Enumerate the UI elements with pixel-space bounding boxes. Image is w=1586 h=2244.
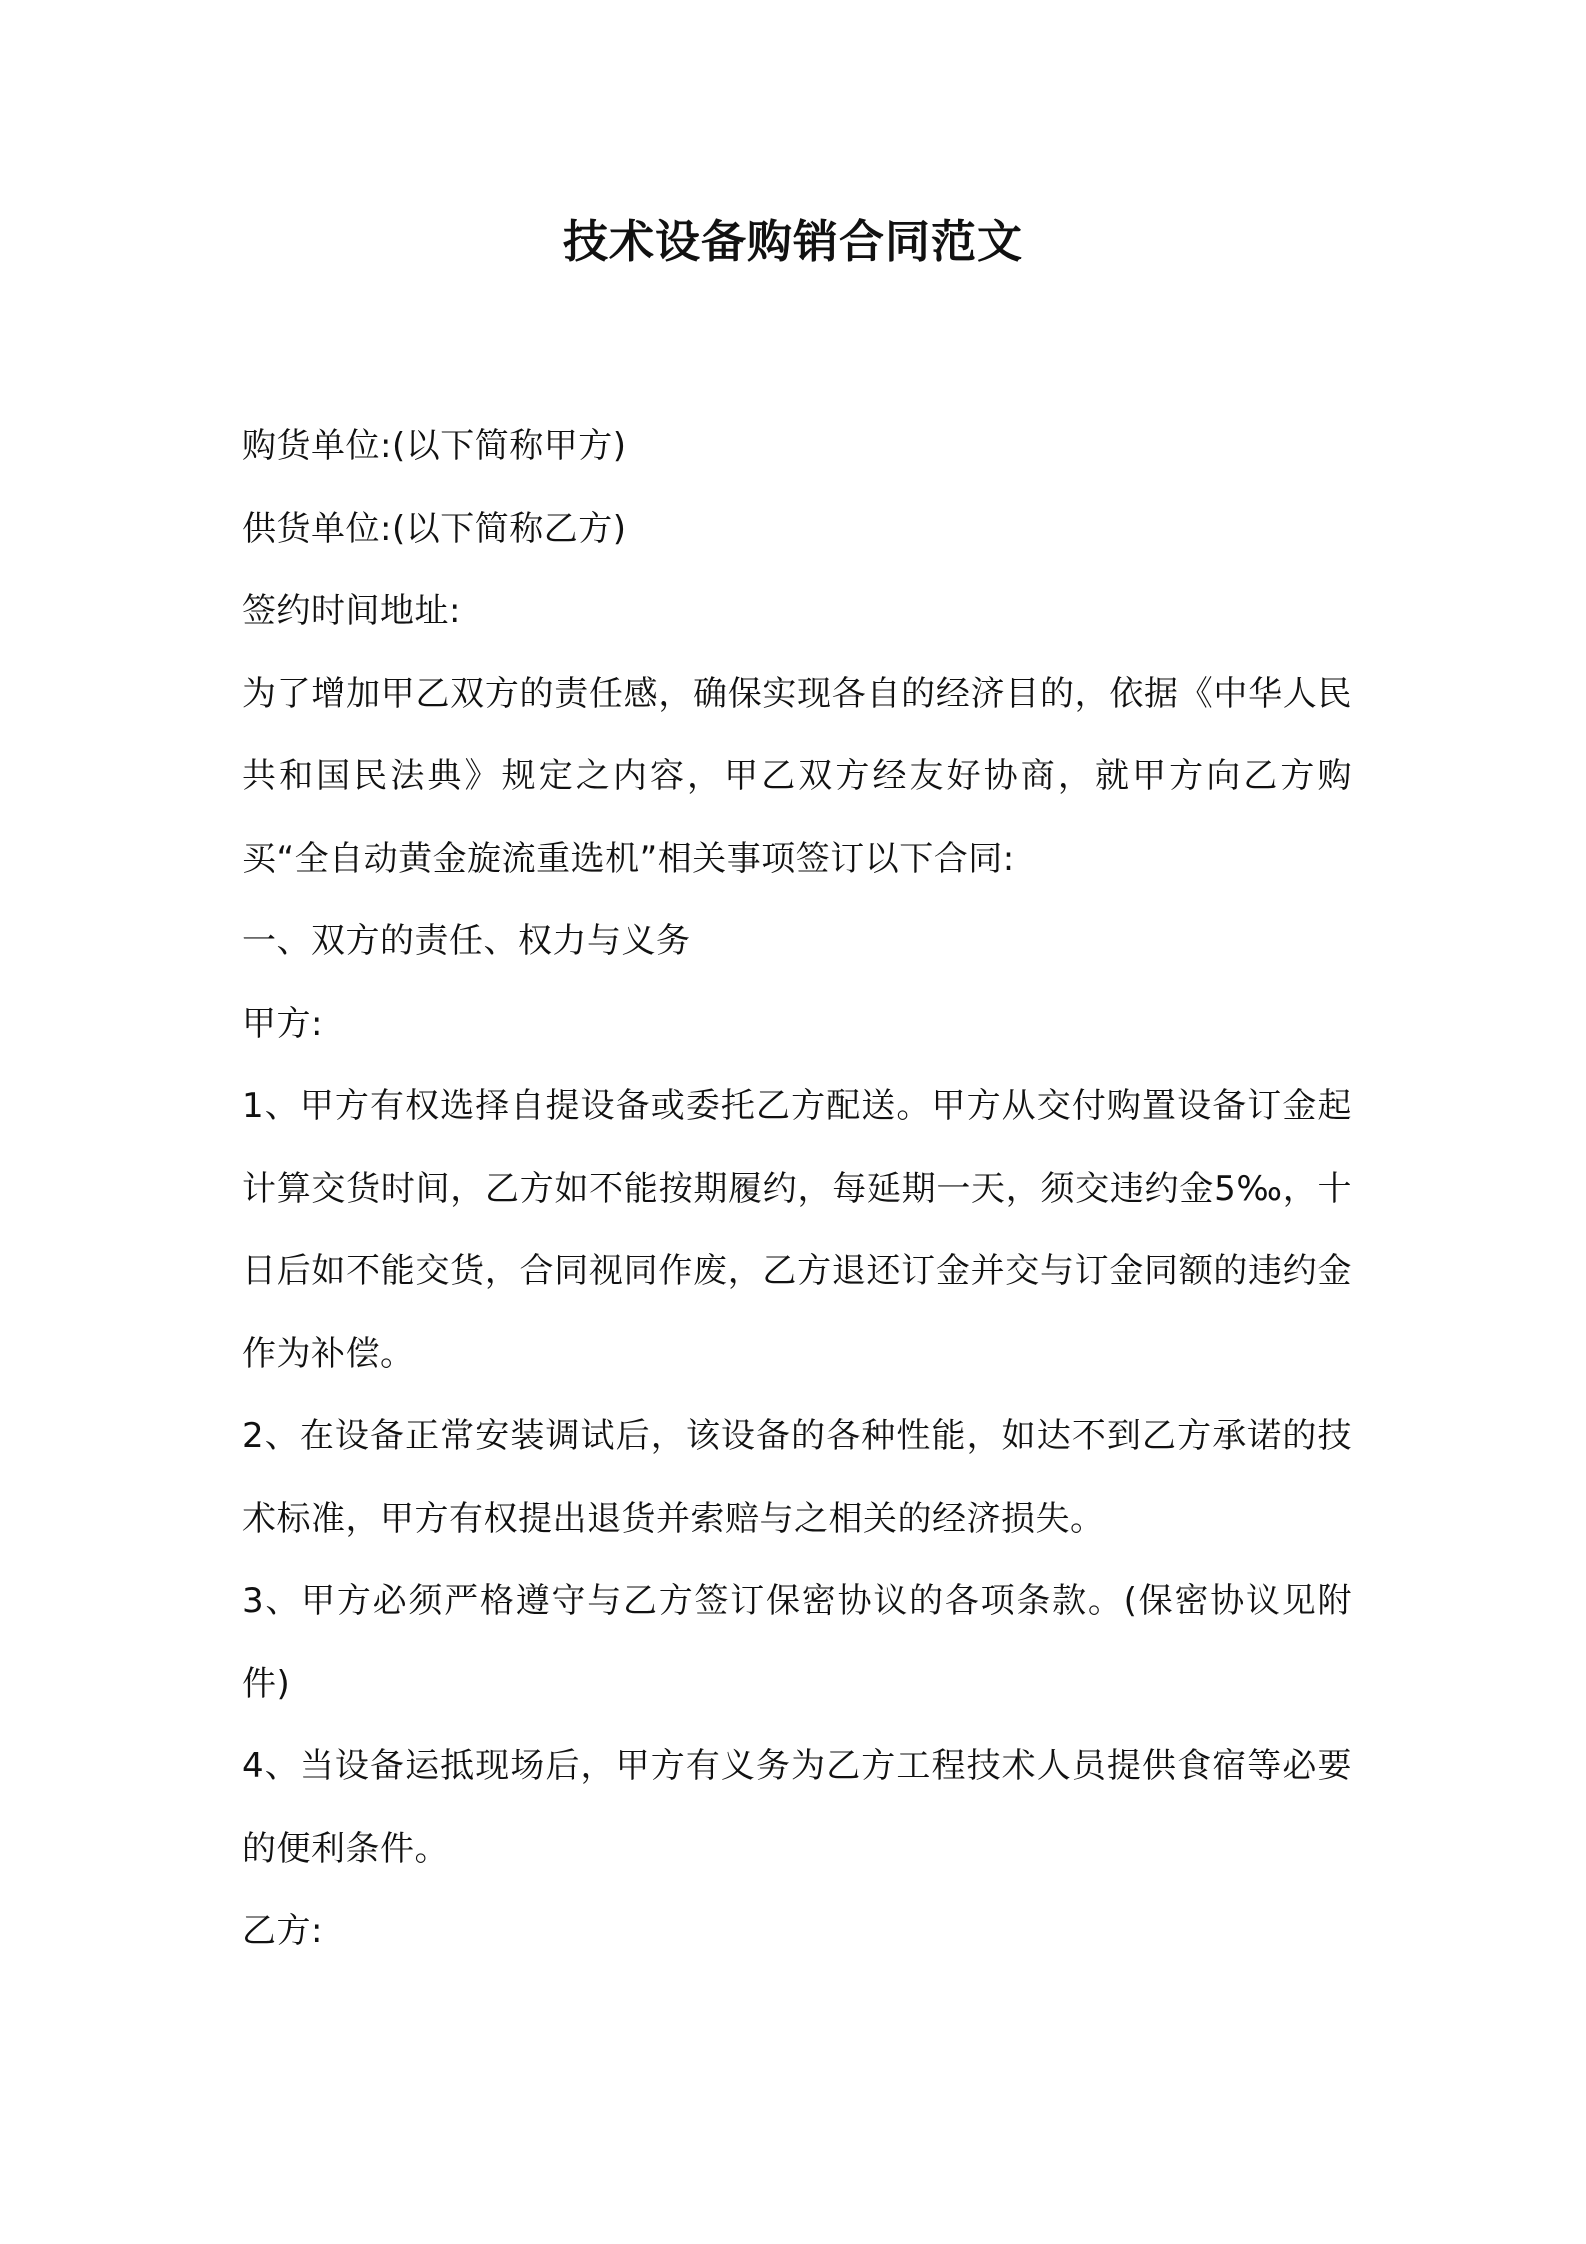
supplier-unit-line: 供货单位:(以下简称乙方) [242, 508, 627, 549]
party-a-clause-1: 1、甲方有权选择自提设备或委托乙方配送。甲方从交付购置设备订金起计算交货时间，乙方如不能按期履约，每延期一天，须交违约金5‰，十日后如不能交货，合同视同作废，乙方退还订金并交与订金同额的违约金作为补偿。 [242, 1086, 1352, 1374]
section-heading: 一、双方的责任、权力与义务 [242, 921, 691, 961]
party-a-clause-2: 2、在设备正常安装调试后，该设备的各种性能，如达不到乙方承诺的技术标准，甲方有权提出退货并索赔与之相关的经济损失。 [242, 1416, 1352, 1539]
document-body [242, 405, 1352, 1973]
preamble-paragraph: 为了增加甲乙双方的责任感，确保实现各自的经济目的，依据《中华人民共和国民法典》规定之内容，甲乙双方经友好协商，就甲方向乙方购买“全自动黄金旋流重选机”相关事项签订以下合同: [242, 673, 1352, 879]
document-title: 技术设备购销合同范文 [562, 215, 1023, 268]
party-a-clause-3: 3、甲方必须严格遵守与乙方签订保密协议的各项条款。(保密协议见附件) [242, 1581, 1352, 1704]
party-b-heading: 乙方: [242, 1911, 323, 1951]
buyer-unit-line: 购货单位:(以下简称甲方) [242, 426, 627, 466]
party-a-heading: 甲方: [242, 1003, 323, 1044]
signing-time-place-line: 签约时间地址: [242, 591, 461, 631]
party-a-clause-4: 4、当设备运抵现场后，甲方有义务为乙方工程技术人员提供食宿等必要的便利条件。 [242, 1746, 1352, 1869]
